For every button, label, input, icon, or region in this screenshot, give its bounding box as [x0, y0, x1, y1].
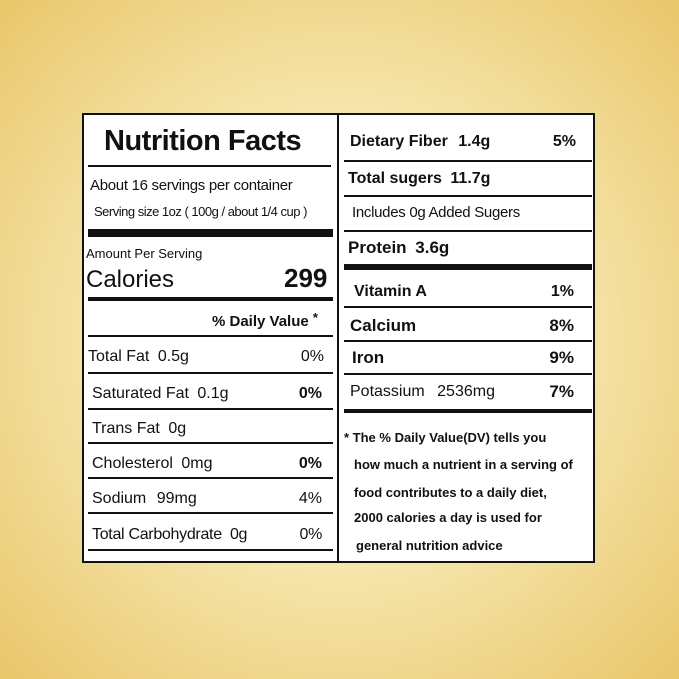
- nutrient-row-trans-fat: [92, 420, 322, 438]
- nutrient-dv: 1%: [550, 283, 574, 300]
- column-divider: [337, 115, 339, 561]
- nutrient-amount: 1.4g: [458, 133, 491, 150]
- nutrition-facts-label: [82, 113, 595, 563]
- nutrient-dv: 9%: [549, 348, 574, 367]
- row-rule: [88, 408, 333, 410]
- nutrient-label: Total sugers: [348, 170, 442, 187]
- row-rule: [88, 442, 333, 444]
- nutrient-row-total-carbohydrate: [92, 526, 322, 544]
- title-rule: [88, 165, 331, 167]
- nutrient-dv: 4%: [298, 490, 322, 507]
- daily-value-header: [212, 310, 318, 331]
- row-rule: [344, 340, 592, 342]
- row-rule: [344, 160, 592, 162]
- calories-value: 299: [284, 263, 328, 293]
- nutrient-amount: 0.1g: [197, 385, 229, 402]
- nutrient-label: Vitamin A: [354, 283, 427, 300]
- nutrient-amount: 0mg: [181, 455, 213, 472]
- nutrient-dv: 7%: [549, 382, 574, 401]
- row-rule: [344, 230, 592, 232]
- nutrient-row-protein: [348, 239, 574, 257]
- row-rule: [88, 512, 333, 514]
- calories-label: Calories: [86, 266, 175, 293]
- nutrient-label: Protein: [348, 238, 407, 257]
- daily-value-header-text: % Daily Value: [212, 313, 309, 330]
- footnote-line-4: 2000 calories a day is used for: [354, 510, 542, 525]
- nutrient-dv: 0%: [298, 385, 322, 402]
- nutrient-amount: 0.5g: [157, 348, 189, 365]
- nutrient-row-total-fat: [88, 348, 324, 366]
- row-rule: [88, 477, 333, 479]
- serving-thick-rule: [88, 229, 333, 237]
- nutrient-label: Total Carbohydrate: [92, 526, 222, 543]
- potassium-thick-rule: [344, 409, 592, 413]
- dv-header-rule: [88, 335, 333, 337]
- nutrient-label: Sodium: [92, 490, 147, 507]
- row-rule: [344, 195, 592, 197]
- nutrient-dv: 5%: [552, 133, 576, 150]
- nutrient-amount: 0g: [168, 420, 187, 437]
- nutrient-row-sodium: [92, 490, 322, 508]
- nutrient-label: Includes 0g Added Sugers: [352, 204, 520, 221]
- daily-value-asterisk: *: [312, 310, 318, 325]
- nutrient-dv: 0%: [298, 455, 322, 472]
- serving-size: Serving size 1oz ( 100g / about 1/4 cup ): [94, 204, 307, 219]
- footnote-line-5: general nutrition advice: [356, 538, 503, 553]
- nutrient-amount: 11.7g: [450, 170, 491, 187]
- row-rule: [344, 306, 592, 308]
- nutrient-label: Trans Fat: [92, 420, 160, 437]
- nutrient-amount: 2536mg: [437, 383, 495, 400]
- protein-thick-rule: [344, 264, 592, 270]
- row-rule: [344, 373, 592, 375]
- nutrient-amount: 99mg: [156, 490, 197, 507]
- footnote-line-1: * The % Daily Value(DV) tells you: [344, 430, 547, 445]
- nutrient-row-saturated-fat: [92, 385, 322, 403]
- footnote-line-3: food contributes to a daily diet,: [354, 485, 547, 500]
- calories-rule: [88, 297, 333, 301]
- nutrient-amount: 0g: [229, 526, 248, 543]
- nutrient-row-added-sugers: [352, 204, 578, 222]
- amount-per-serving: Amount Per Serving: [86, 246, 203, 261]
- nutrient-row-dietary-fiber: [350, 133, 576, 151]
- nutrient-dv: 0%: [299, 526, 322, 543]
- nutrient-row-vitamin-a: [354, 283, 574, 301]
- nutrient-dv: 8%: [549, 316, 574, 335]
- nutrient-dv: 0%: [300, 348, 324, 365]
- nutrient-label: Iron: [352, 348, 385, 367]
- nutrient-amount: 3.6g: [415, 238, 450, 257]
- footnote-line-2: how much a nutrient in a serving of: [354, 457, 573, 472]
- nutrient-row-total-sugers: [348, 170, 574, 188]
- label-title: Nutrition Facts: [104, 125, 302, 157]
- row-rule: [88, 549, 333, 551]
- nutrient-row-calcium: [350, 317, 574, 335]
- nutrient-label: Potassium: [350, 383, 425, 400]
- nutrient-row-potassium: [350, 383, 574, 401]
- servings-per-container: About 16 servings per container: [90, 177, 293, 194]
- nutrient-label: Saturated Fat: [92, 385, 189, 402]
- nutrient-label: Cholesterol: [92, 455, 173, 472]
- nutrient-label: Total Fat: [88, 348, 150, 365]
- nutrient-row-cholesterol: [92, 455, 322, 473]
- nutrient-label: Calcium: [350, 316, 417, 335]
- nutrient-row-iron: [352, 349, 574, 367]
- row-rule: [88, 372, 333, 374]
- nutrient-label: Dietary Fiber: [350, 133, 448, 150]
